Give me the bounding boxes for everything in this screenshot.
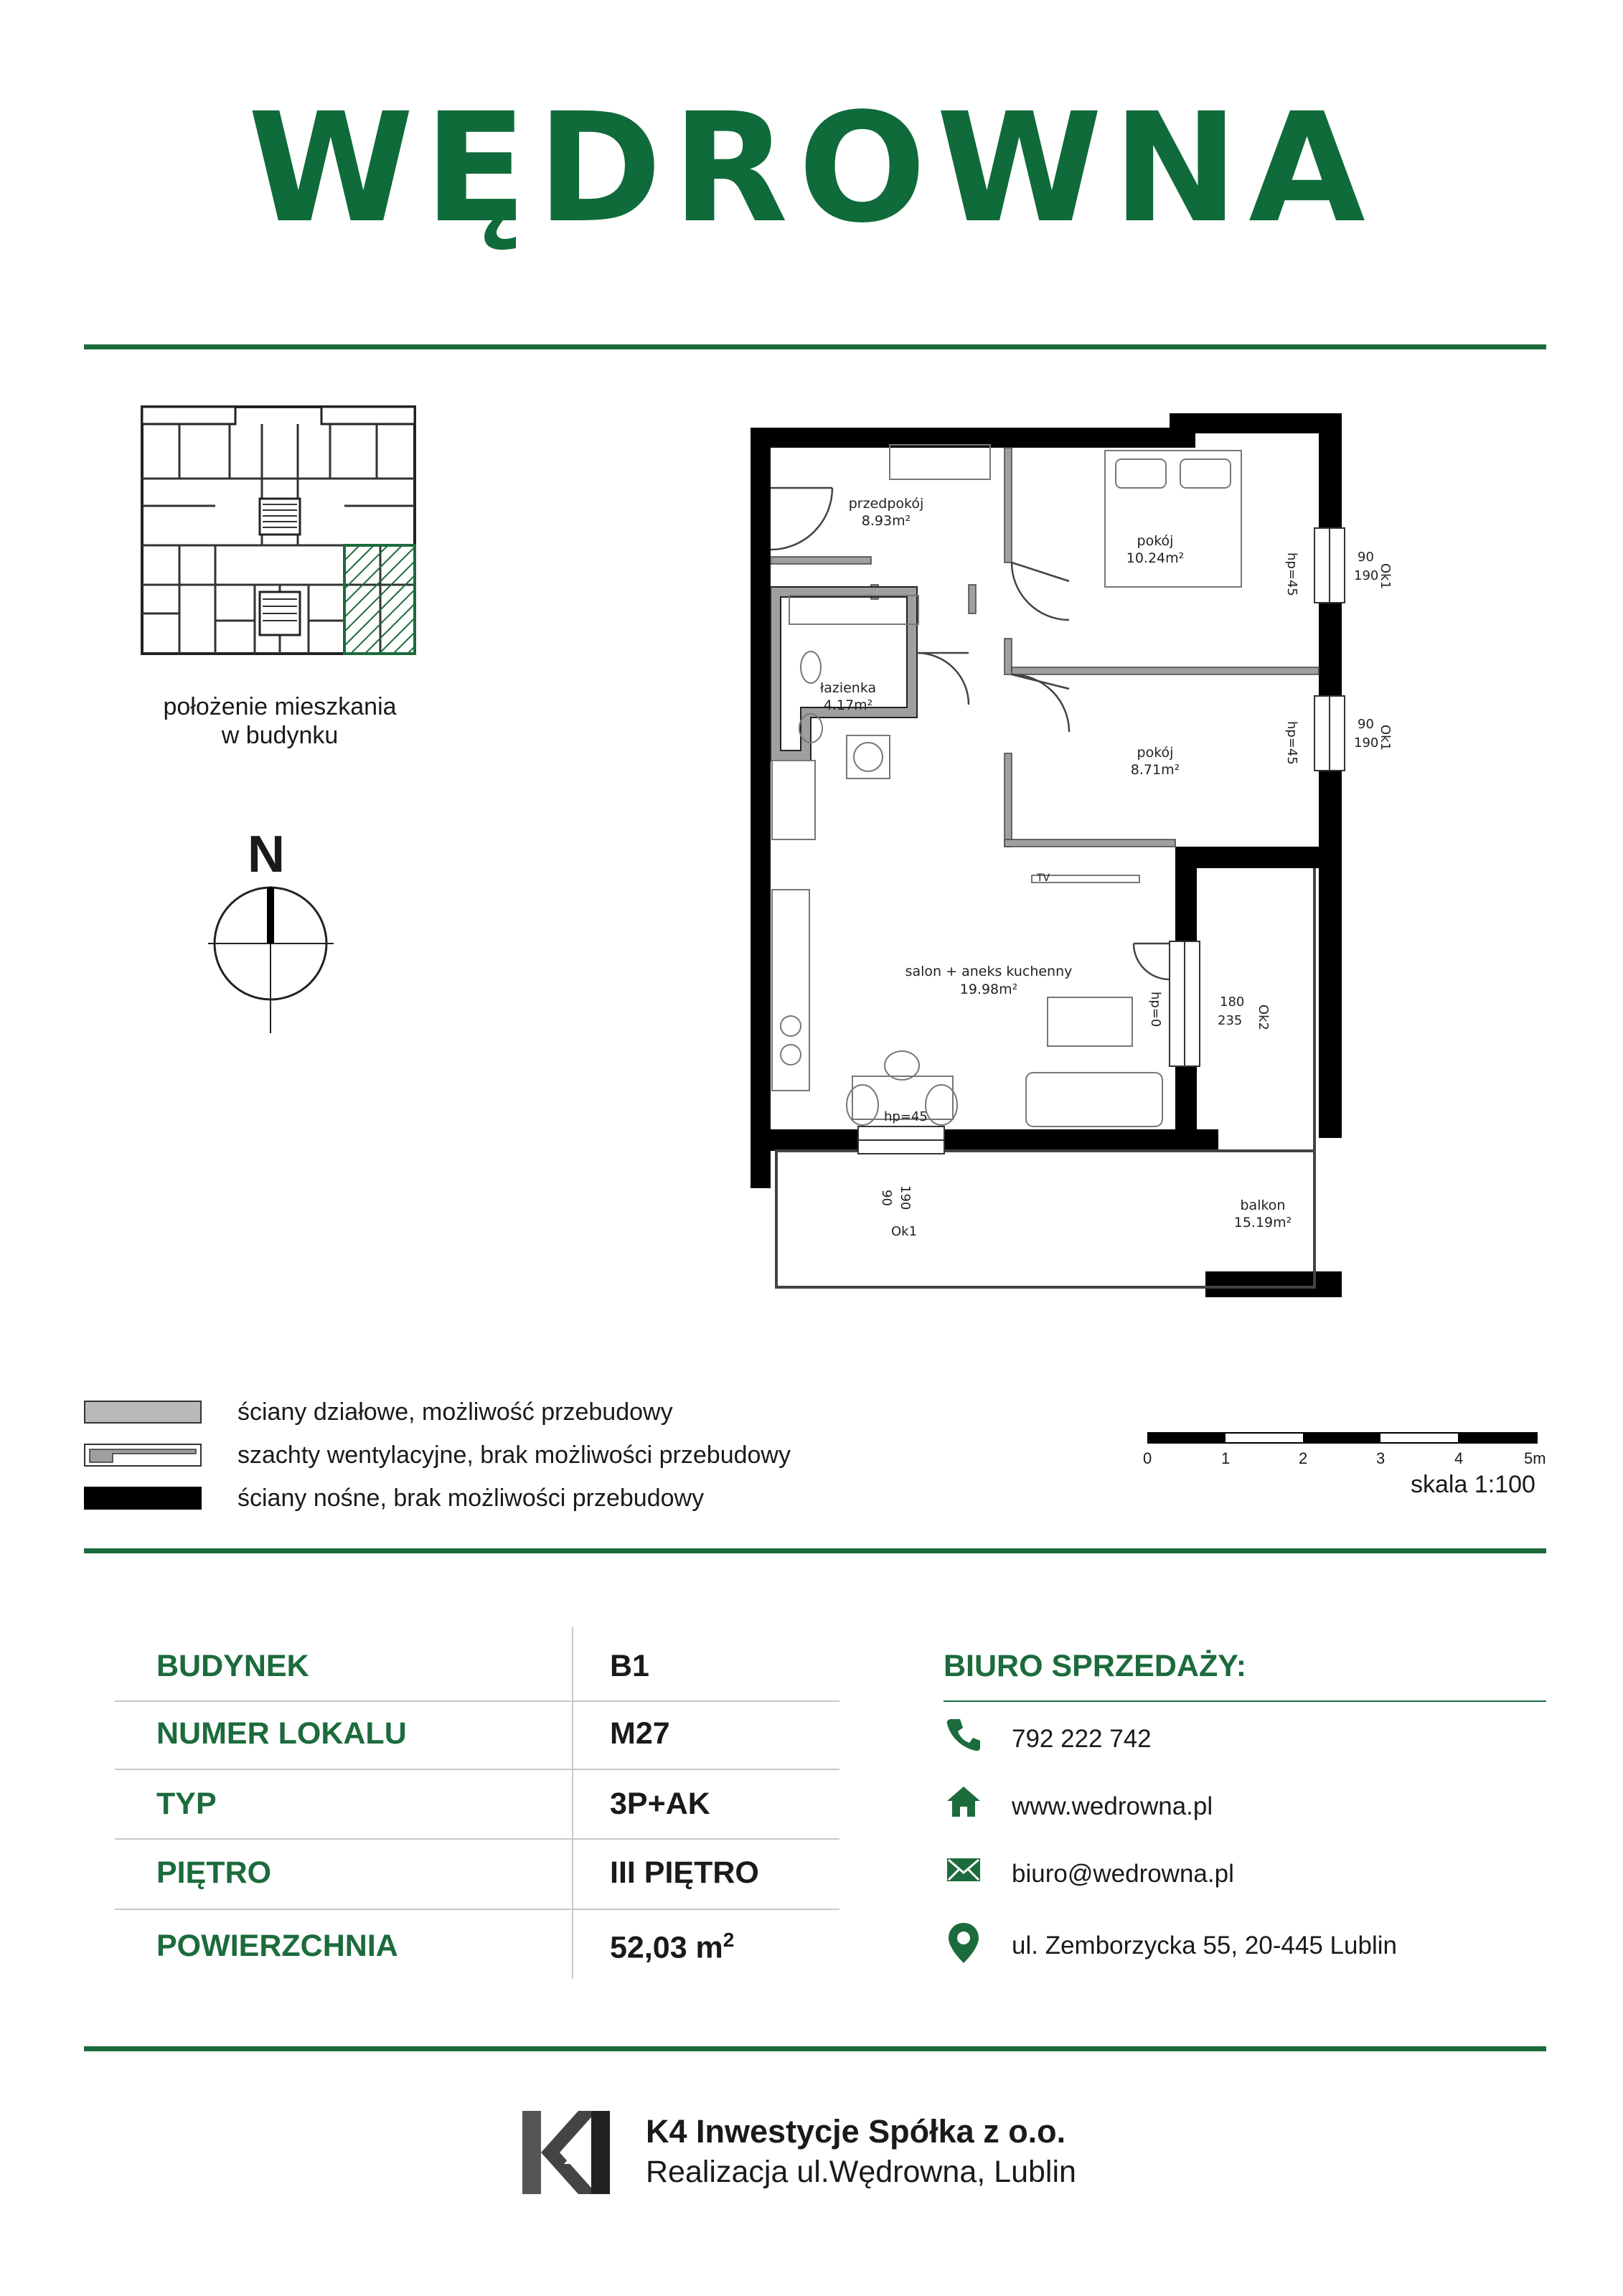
room-hall-area: 8.93m² [861, 513, 911, 529]
sales-underline [944, 1700, 1546, 1702]
phone-icon [946, 1716, 982, 1752]
room-balcony-name: balkon [1240, 1198, 1286, 1213]
window-2-hp: hp=45 [1284, 721, 1299, 765]
room-living-area: 19.98m² [959, 982, 1018, 997]
window-1-code: Ok1 [1378, 563, 1393, 590]
info-row-line [115, 1700, 839, 1702]
floor-plan [732, 402, 1393, 1306]
room-1-name: pokój [1137, 533, 1174, 549]
room-hall-name: przedpokój [848, 496, 924, 512]
scale-bar [1147, 1431, 1540, 1446]
scale-tick-0: 0 [1143, 1449, 1152, 1467]
scale-tick-5: 5m [1524, 1449, 1546, 1467]
location-pin-icon [946, 1921, 982, 1965]
legend-swatch-shaft [84, 1444, 202, 1467]
info-label-unit-number: NUMER LOKALU [156, 1716, 407, 1751]
legend-shaft-text: szachty wentylacyjne, brak możliwości przebudowy [237, 1441, 791, 1469]
info-value-area-number: 52,03 m [610, 1930, 723, 1965]
scale-tick-2: 2 [1299, 1449, 1308, 1467]
compass-icon [208, 886, 334, 1037]
window-2-height: 190 [1354, 735, 1379, 751]
window-4-code: Ok1 [891, 1224, 918, 1239]
info-row-line [115, 1838, 839, 1840]
building-location-plan [136, 398, 420, 657]
divider-bottom [84, 2046, 1546, 2051]
tv-label: TV [1037, 872, 1050, 884]
window-3-hp: hp=0 [1148, 992, 1163, 1027]
location-label-line2: w budynku [221, 722, 339, 749]
info-value-area-sup: 2 [723, 1929, 735, 1951]
room-2-name: pokój [1137, 745, 1174, 761]
window-4-height: 190 [898, 1185, 913, 1210]
location-label [129, 692, 431, 750]
sales-address: ul. Zemborzycka 55, 20-445 Lublin [1012, 1932, 1397, 1959]
north-label: N [248, 826, 285, 883]
info-value-building: B1 [610, 1649, 649, 1683]
room-bath-name: łazienka [819, 680, 877, 696]
room-balcony-area: 15.19m² [1233, 1215, 1292, 1231]
apartment-highlight [344, 545, 415, 654]
info-value-area [610, 1929, 734, 1965]
window-3-width: 180 [1220, 994, 1245, 1010]
scale-tick-3: 3 [1376, 1449, 1386, 1467]
window-3-code: Ok2 [1256, 1004, 1271, 1031]
room-1-area: 10.24m² [1126, 550, 1185, 566]
info-row-line [115, 1909, 839, 1910]
window-1-hp: hp=45 [1284, 552, 1299, 596]
window-2-code: Ok1 [1378, 725, 1393, 751]
room-living-name: salon + aneks kuchenny [905, 964, 1073, 979]
legend-swatch-bearing [84, 1487, 202, 1510]
email-icon [946, 1851, 982, 1887]
brand-title: WĘDROWNA [248, 80, 1375, 256]
info-row-line [115, 1769, 839, 1770]
sales-website-link[interactable]: www.wedrowna.pl [1012, 1792, 1213, 1820]
legend-shaft [84, 1441, 791, 1469]
window-3-height: 235 [1218, 1013, 1243, 1028]
legend-bearing-text: ściany nośne, brak możliwości przebudowy [237, 1484, 705, 1512]
info-value-floor: III PIĘTRO [610, 1855, 759, 1890]
window-1-width: 90 [1358, 550, 1374, 565]
info-column-divider [572, 1627, 573, 1979]
info-value-type: 3P+AK [610, 1787, 710, 1821]
info-label-type: TYP [156, 1787, 217, 1821]
legend-partition-text: ściany działowe, możliwość przebudowy [237, 1398, 673, 1426]
info-label-area: POWIERZCHNIA [156, 1929, 398, 1963]
footer-subtitle: Realizacja ul.Wędrowna, Lublin [646, 2155, 1076, 2189]
footer-company: K4 Inwestycje Spółka z o.o. [646, 2113, 1066, 2150]
company-logo [522, 2111, 610, 2194]
scale-tick-4: 4 [1454, 1449, 1464, 1467]
info-label-floor: PIĘTRO [156, 1855, 272, 1890]
legend-swatch-partition [84, 1401, 202, 1424]
location-label-line1: położenie mieszkania [163, 693, 397, 720]
room-bath-area: 4.17m² [823, 697, 873, 713]
info-label-building: BUDYNEK [156, 1649, 309, 1683]
window-4-hp: hp=45 [884, 1109, 928, 1124]
legend-partition [84, 1398, 673, 1426]
home-icon [946, 1784, 982, 1820]
scale-label: skala 1:100 [1411, 1471, 1535, 1498]
divider-top [84, 344, 1546, 349]
room-2-area: 8.71m² [1130, 762, 1180, 778]
divider-middle [84, 1548, 1546, 1553]
info-value-unit-number: M27 [610, 1716, 670, 1751]
sales-phone[interactable]: 792 222 742 [1012, 1725, 1152, 1753]
scale-tick-1: 1 [1221, 1449, 1231, 1467]
window-4-width: 90 [879, 1190, 894, 1206]
window-2-width: 90 [1358, 717, 1374, 732]
sales-title: BIURO SPRZEDAŻY: [944, 1649, 1247, 1683]
sales-email-link[interactable]: biuro@wedrowna.pl [1012, 1860, 1234, 1888]
window-1-height: 190 [1354, 568, 1379, 583]
legend-bearing [84, 1484, 704, 1512]
